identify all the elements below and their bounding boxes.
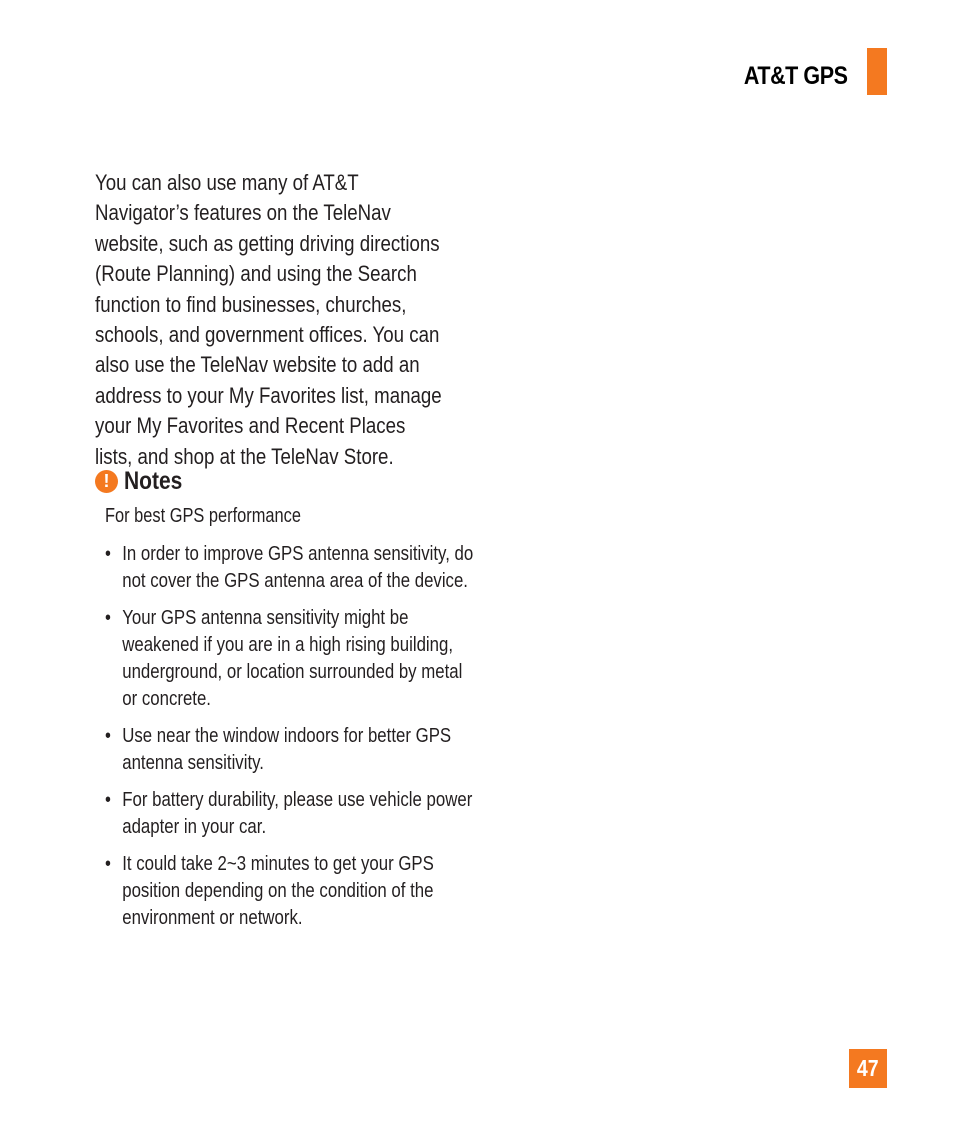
notes-title: Notes [124, 467, 183, 495]
list-item [105, 786, 474, 840]
section-title: AT&T GPS [744, 62, 848, 90]
list-item-text: For battery durability, please use vehicle power adapter in your car. [122, 788, 473, 838]
bullet-icon: • [105, 852, 111, 875]
list-item [105, 604, 474, 712]
section-tab-marker [867, 48, 887, 95]
notes-list [105, 540, 474, 941]
list-item [105, 850, 474, 931]
body-paragraph: You can also use many of AT&T Navigator’s features on the TeleNav website, such as getting driving directions (Route Planning) and using the Search function to find businesses, churches, schools, and government offices. You can also use the TeleNav website to add an address to your My Favorites list, manage your My Favorites and Recent Places lists, and shop at the TeleNav Store. [95, 170, 442, 469]
notes-intro: For best GPS performance [105, 505, 301, 527]
bullet-icon: • [105, 542, 111, 565]
list-item-text: Use near the window indoors for better GPS antenna sensitivity. [122, 724, 452, 774]
bullet-icon: • [105, 606, 111, 629]
list-item [105, 722, 474, 776]
list-item [105, 540, 474, 594]
list-item-text: It could take 2~3 minutes to get your GPS position depending on the condition of the environment or network. [122, 852, 434, 929]
page-number-text: 47 [857, 1055, 879, 1081]
page-number [849, 1049, 887, 1088]
bullet-icon: • [105, 788, 111, 811]
notes-header [95, 467, 193, 496]
list-item-text: In order to improve GPS antenna sensitivity, do not cover the GPS antenna area of the device. [122, 542, 474, 592]
alert-icon: ! [95, 470, 118, 493]
list-item-text: Your GPS antenna sensitivity might be weakened if you are in a high rising building, underground, or location surrounded by metal or concrete. [122, 606, 463, 710]
bullet-icon: • [105, 724, 111, 747]
